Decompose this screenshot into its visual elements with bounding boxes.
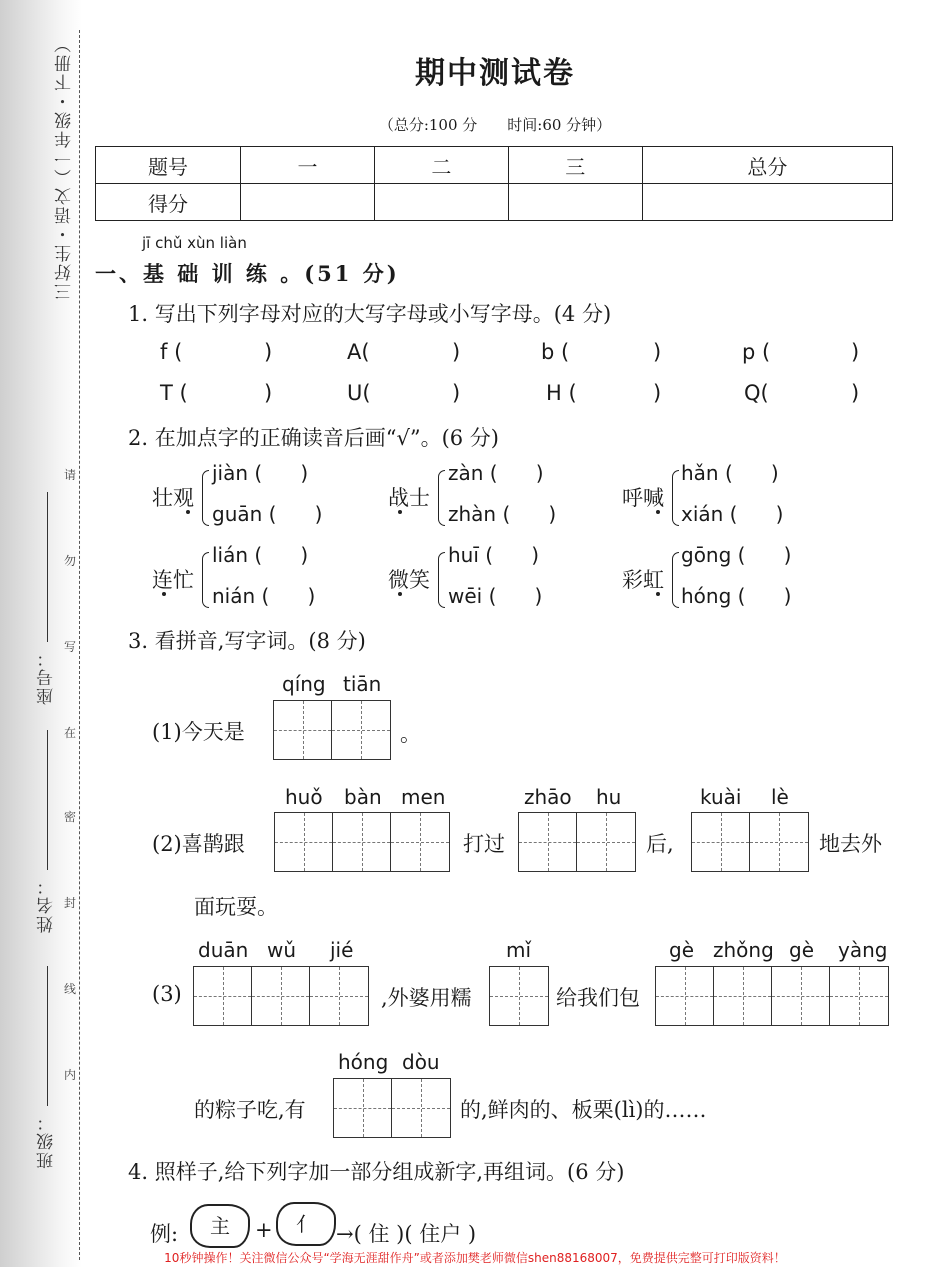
writing-grid[interactable] xyxy=(691,812,809,872)
writing-grid[interactable] xyxy=(273,700,391,760)
score-cell[interactable] xyxy=(241,184,375,221)
emphasis-dot xyxy=(656,592,660,596)
pinyin-label: zhǒng xyxy=(713,938,774,962)
cloud-char: 亻 xyxy=(276,1202,336,1246)
reading-option[interactable]: huī ( ) xyxy=(448,543,540,567)
letter-item: U( xyxy=(347,381,371,405)
score-row-label: 得分 xyxy=(96,184,241,221)
pinyin-label: zhāo xyxy=(524,785,572,809)
section-pinyin: jī chǔ xùn liàn xyxy=(142,234,247,252)
sentence-text: 面玩耍。 xyxy=(194,895,278,919)
word: 连忙 xyxy=(152,568,194,592)
seal-char: 勿 xyxy=(64,554,77,568)
word: 战士 xyxy=(388,486,430,510)
reading-option[interactable]: nián ( ) xyxy=(212,584,316,608)
header-cell: 题号 xyxy=(96,147,241,184)
sentence-text: (1)今天是 xyxy=(152,720,245,744)
seal-char: 请 xyxy=(64,468,77,482)
seat-label: 座号： xyxy=(37,648,57,705)
writing-grid[interactable] xyxy=(655,966,889,1026)
writing-grid[interactable] xyxy=(489,966,549,1026)
emphasis-dot xyxy=(398,510,402,514)
close-paren: ) xyxy=(264,381,273,405)
letter-item: p ( xyxy=(742,340,771,364)
reading-option[interactable]: hóng ( ) xyxy=(681,584,792,608)
sentence-text: 。 xyxy=(400,722,421,746)
brace xyxy=(438,470,445,526)
reading-option[interactable]: jiàn ( ) xyxy=(212,461,309,485)
sentence-text: (2)喜鹊跟 xyxy=(152,832,245,856)
close-paren: ) xyxy=(452,340,461,364)
reading-option[interactable]: wēi ( ) xyxy=(448,584,543,608)
header-cell: 二 xyxy=(374,147,508,184)
close-paren: ) xyxy=(452,381,461,405)
header-cell: 总分 xyxy=(642,147,892,184)
letter-item: b ( xyxy=(541,340,570,364)
question-1: 1. 写出下列字母对应的大写字母或小写字母。(4 分) xyxy=(128,302,612,326)
seal-char: 密 xyxy=(64,810,77,824)
header-cell: 一 xyxy=(241,147,375,184)
writing-grid[interactable] xyxy=(518,812,636,872)
seal-char: 写 xyxy=(64,640,77,654)
word: 壮观 xyxy=(152,486,194,510)
score-cell[interactable] xyxy=(642,184,892,221)
score-cell[interactable] xyxy=(374,184,508,221)
pinyin-label: hóng xyxy=(338,1050,389,1074)
header-cell: 三 xyxy=(508,147,642,184)
sentence-text: (3) xyxy=(152,982,182,1006)
reading-option[interactable]: zàn ( ) xyxy=(448,461,544,485)
pinyin-label: qíng xyxy=(282,672,326,696)
brace xyxy=(438,552,445,608)
letter-item: T ( xyxy=(160,381,188,405)
class-blank xyxy=(47,966,48,1106)
seal-line xyxy=(79,30,80,1260)
question-3: 3. 看拼音,写字词。(8 分) xyxy=(128,629,366,653)
close-paren: ) xyxy=(264,340,273,364)
reading-option[interactable]: lián ( ) xyxy=(212,543,309,567)
page-title: 期中测试卷 xyxy=(415,56,575,91)
sentence-text: 给我们包 xyxy=(556,986,640,1010)
pinyin-label: yàng xyxy=(838,938,888,962)
section-heading: 一、基 础 训 练 。(51 分) xyxy=(95,261,400,286)
writing-grid[interactable] xyxy=(274,812,450,872)
seal-char: 线 xyxy=(64,982,77,996)
brace xyxy=(672,470,679,526)
emphasis-dot xyxy=(186,510,190,514)
word: 微笑 xyxy=(388,568,430,592)
reading-option[interactable]: xián ( ) xyxy=(681,502,784,526)
reading-option[interactable]: gōng ( ) xyxy=(681,543,792,567)
name-label: 姓名： xyxy=(37,876,57,933)
seal-char: 在 xyxy=(64,726,77,740)
score-cell[interactable] xyxy=(508,184,642,221)
pinyin-label: dòu xyxy=(402,1050,440,1074)
class-label: 班级： xyxy=(37,1112,57,1169)
emphasis-dot xyxy=(162,592,166,596)
seat-blank xyxy=(47,492,48,642)
sentence-text: 的,鲜肉的、板栗(lì)的…… xyxy=(460,1098,707,1122)
pinyin-label: lè xyxy=(771,785,789,809)
brace xyxy=(202,552,209,608)
pinyin-label: tiān xyxy=(343,672,382,696)
pinyin-label: gè xyxy=(669,938,694,962)
question-2: 2. 在加点字的正确读音后画“√”。(6 分) xyxy=(128,426,499,450)
word: 呼喊 xyxy=(622,486,664,510)
book-label: 三好生・语文（一年级・下册） xyxy=(55,34,75,300)
pinyin-label: kuài xyxy=(700,785,742,809)
letter-item: A( xyxy=(347,340,370,364)
pinyin-label: men xyxy=(401,785,446,809)
writing-grid[interactable] xyxy=(193,966,369,1026)
footer-note: 10秒钟操作！关注微信公众号“学海无涯甜作舟”或者添加樊老师微信shen88168007，免费提供完整可打印版资料！ xyxy=(164,1251,786,1265)
score-table xyxy=(95,146,893,221)
word: 彩虹 xyxy=(622,568,664,592)
cloud-char: 主 xyxy=(190,1204,250,1248)
pinyin-label: jié xyxy=(330,938,354,962)
name-blank xyxy=(47,730,48,870)
close-paren: ) xyxy=(653,340,662,364)
pinyin-label: gè xyxy=(789,938,814,962)
pinyin-label: hu xyxy=(596,785,622,809)
close-paren: ) xyxy=(851,340,860,364)
emphasis-dot xyxy=(656,510,660,514)
sentence-text: ,外婆用糯 xyxy=(381,986,472,1010)
sentence-text: 后, xyxy=(646,832,674,856)
example-result: →( 住 )( 住户 ) xyxy=(336,1222,477,1246)
emphasis-dot xyxy=(398,592,402,596)
letter-item: H ( xyxy=(546,381,577,405)
pinyin-label: mǐ xyxy=(506,938,532,962)
pinyin-label: duān xyxy=(198,938,249,962)
pinyin-label: wǔ xyxy=(267,938,297,962)
example-label: 例: xyxy=(150,1222,179,1246)
exam-info: （总分:100 分 时间:60 分钟） xyxy=(378,116,612,134)
reading-option[interactable]: zhàn ( ) xyxy=(448,502,557,526)
brace xyxy=(202,470,209,526)
sentence-text: 地去外 xyxy=(819,832,882,856)
close-paren: ) xyxy=(851,381,860,405)
pinyin-label: huǒ xyxy=(285,785,323,809)
question-4: 4. 照样子,给下列字加一部分组成新字,再组词。(6 分) xyxy=(128,1160,625,1184)
close-paren: ) xyxy=(653,381,662,405)
writing-grid[interactable] xyxy=(333,1078,451,1138)
seal-char: 内 xyxy=(64,1068,77,1082)
plus-sign: + xyxy=(255,1218,273,1242)
letter-item: f ( xyxy=(160,340,183,364)
sentence-text: 的粽子吃,有 xyxy=(194,1098,306,1122)
pinyin-label: bàn xyxy=(344,785,382,809)
sentence-text: 打过 xyxy=(463,832,505,856)
reading-option[interactable]: guān ( ) xyxy=(212,502,323,526)
reading-option[interactable]: hǎn ( ) xyxy=(681,461,779,485)
letter-item: Q( xyxy=(744,381,769,405)
brace xyxy=(672,552,679,608)
seal-char: 封 xyxy=(64,896,77,910)
